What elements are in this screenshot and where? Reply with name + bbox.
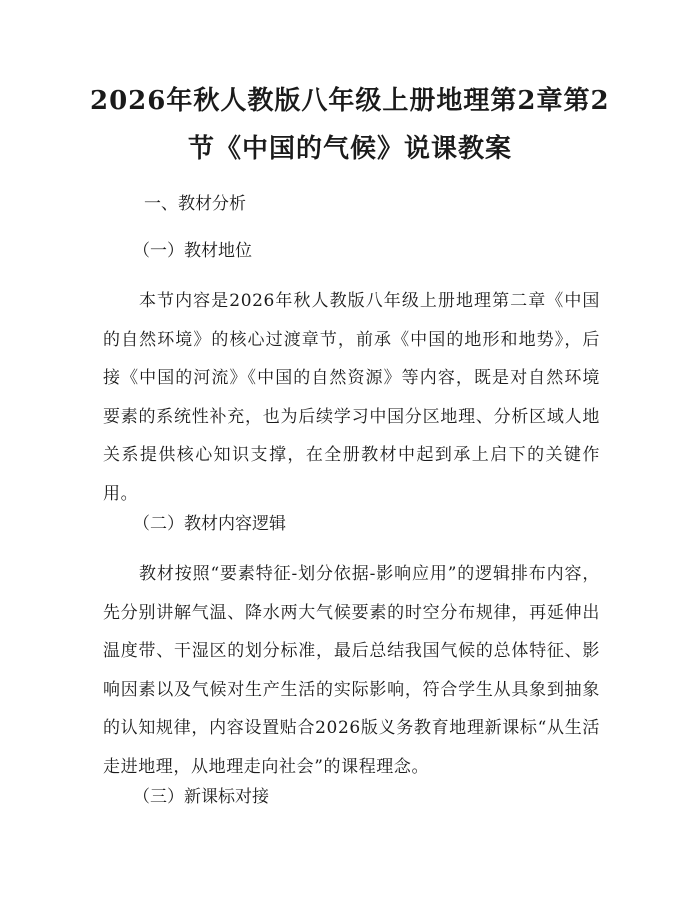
section-heading-textbook-analysis: 一、教材分析 <box>144 194 246 214</box>
paragraph-content-logic: 教材按照“要素特征-划分依据-影响应用”的逻辑排布内容，先分别讲解气温、降水两大气候要素的时空分布规律，再延伸出温度带、干湿区的划分标准，最后总结我国气候的总体特征、影响因素以及气候对生产生活的实际影响，符合学生从具象到抽象的认知规律，内容设置贴合2026版义务教育地理新课标“从生活走进地理，从地理走向社会”的课程理念。 <box>103 564 600 777</box>
subsection-heading-content-logic: （二）教材内容逻辑 <box>133 514 286 534</box>
subsection-heading-textbook-position: （一）教材地位 <box>133 241 252 261</box>
subsection-heading-new-curriculum: （三）新课标对接 <box>133 787 269 807</box>
document-title-line-1: 2026年秋人教版八年级上册地理第2章第2 <box>90 86 610 116</box>
document-title-line-2: 节《中国的气候》说课教案 <box>187 134 512 164</box>
paragraph-textbook-position: 本节内容是2026年秋人教版八年级上册地理第二章《中国的自然环境》的核心过渡章节，前承《中国的地形和地势》，后接《中国的河流》《中国的自然资源》等内容，既是对自然环境要素的系统性补充，也为后续学习中国分区地理、分析区域人地关系提供核心知识支撑，在全册教材中起到承上启下的关键作用。 <box>103 291 600 504</box>
